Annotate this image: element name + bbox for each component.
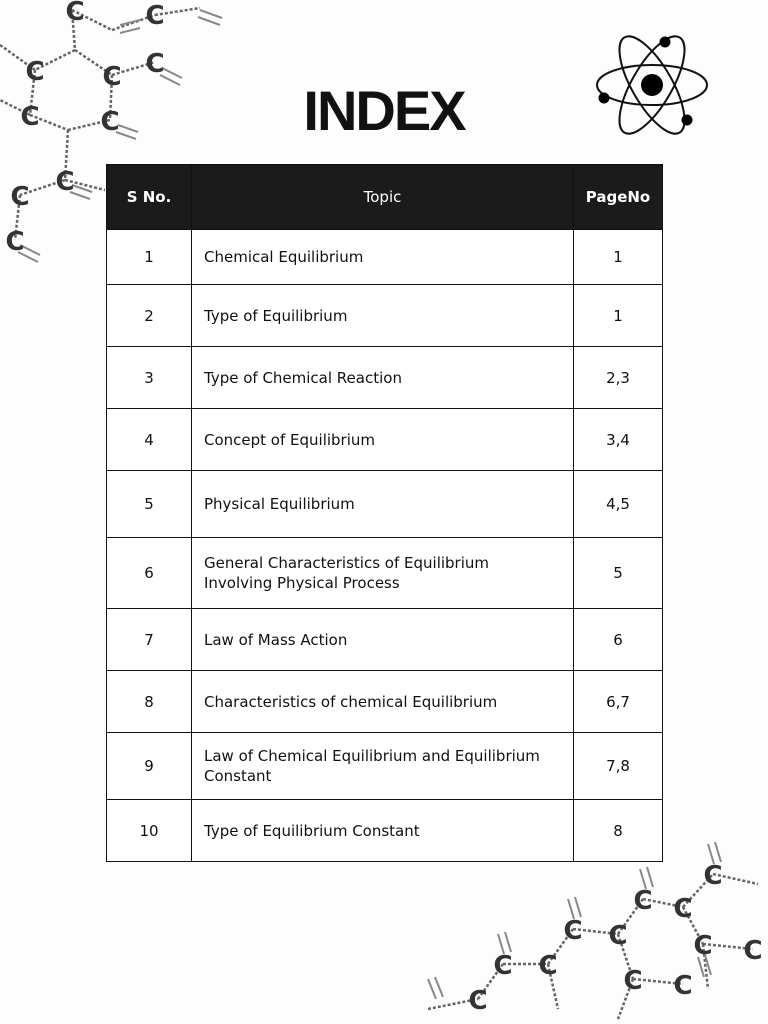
row-topic: Physical Equilibrium <box>192 471 574 538</box>
row-page: 5 <box>574 538 663 609</box>
row-topic: Chemical Equilibrium <box>192 230 574 285</box>
row-sno: 4 <box>107 409 192 471</box>
carbon-atom-label: C <box>100 107 120 137</box>
carbon-atom-label: C <box>10 182 30 212</box>
carbon-atom-label: C <box>5 227 25 257</box>
row-topic: General Characteristics of Equilibrium Involving Physical Process <box>192 538 574 609</box>
carbon-atom-label: C <box>633 886 653 916</box>
row-sno: 10 <box>107 800 192 862</box>
carbon-atom-label: C <box>55 167 75 197</box>
table-row <box>107 285 663 347</box>
carbon-atom-label: C <box>25 57 45 87</box>
row-sno: 1 <box>107 230 192 285</box>
row-page: 1 <box>574 230 663 285</box>
header-sno: S No. <box>107 165 192 230</box>
row-page: 6,7 <box>574 671 663 733</box>
carbon-atom-label: C <box>608 921 628 951</box>
table-row <box>107 230 663 285</box>
carbon-atom-label: C <box>703 861 723 891</box>
row-sno: 3 <box>107 347 192 409</box>
carbon-atom-label: C <box>20 102 40 132</box>
row-topic: Characteristics of chemical Equilibrium <box>192 671 574 733</box>
index-table <box>106 164 663 862</box>
carbon-atom-label: C <box>145 49 165 79</box>
row-page: 7,8 <box>574 733 663 800</box>
molecule-bottom-right-decoration <box>408 839 768 1024</box>
row-sno: 9 <box>107 733 192 800</box>
page-title: INDEX <box>303 79 465 142</box>
row-topic: Law of Mass Action <box>192 609 574 671</box>
row-page: 6 <box>574 609 663 671</box>
row-page: 3,4 <box>574 409 663 471</box>
carbon-atom-label: C <box>65 0 85 27</box>
carbon-atom-label: C <box>623 966 643 996</box>
header-topic: Topic <box>192 165 574 230</box>
carbon-atom-label: C <box>493 951 513 981</box>
row-sno: 6 <box>107 538 192 609</box>
row-topic: Concept of Equilibrium <box>192 409 574 471</box>
table-row <box>107 538 663 609</box>
row-topic: Type of Equilibrium <box>192 285 574 347</box>
row-sno: 7 <box>107 609 192 671</box>
row-topic: Type of Equilibrium Constant <box>192 800 574 862</box>
table-row <box>107 347 663 409</box>
row-sno: 2 <box>107 285 192 347</box>
carbon-atom-label: C <box>468 986 488 1016</box>
carbon-atom-label: C <box>102 62 122 92</box>
row-sno: 5 <box>107 471 192 538</box>
row-page: 8 <box>574 800 663 862</box>
carbon-atom-label: C <box>563 916 583 946</box>
carbon-atom-label: C <box>743 936 763 966</box>
carbon-atom-label: C <box>673 971 693 1001</box>
table-row <box>107 409 663 471</box>
carbon-atom-label: C <box>145 1 165 31</box>
row-topic: Law of Chemical Equilibrium and Equilibrium Constant <box>192 733 574 800</box>
row-page: 2,3 <box>574 347 663 409</box>
table-row <box>107 609 663 671</box>
carbon-atom-label: C <box>538 951 558 981</box>
table-row <box>107 733 663 800</box>
row-page: 1 <box>574 285 663 347</box>
header-page: PageNo <box>574 165 663 230</box>
row-sno: 8 <box>107 671 192 733</box>
table-row <box>107 671 663 733</box>
table-header-row <box>107 165 663 230</box>
row-topic: Type of Chemical Reaction <box>192 347 574 409</box>
table-row <box>107 800 663 862</box>
row-page: 4,5 <box>574 471 663 538</box>
table-row <box>107 471 663 538</box>
carbon-atom-label: C <box>693 931 713 961</box>
carbon-atom-label: C <box>673 894 693 924</box>
